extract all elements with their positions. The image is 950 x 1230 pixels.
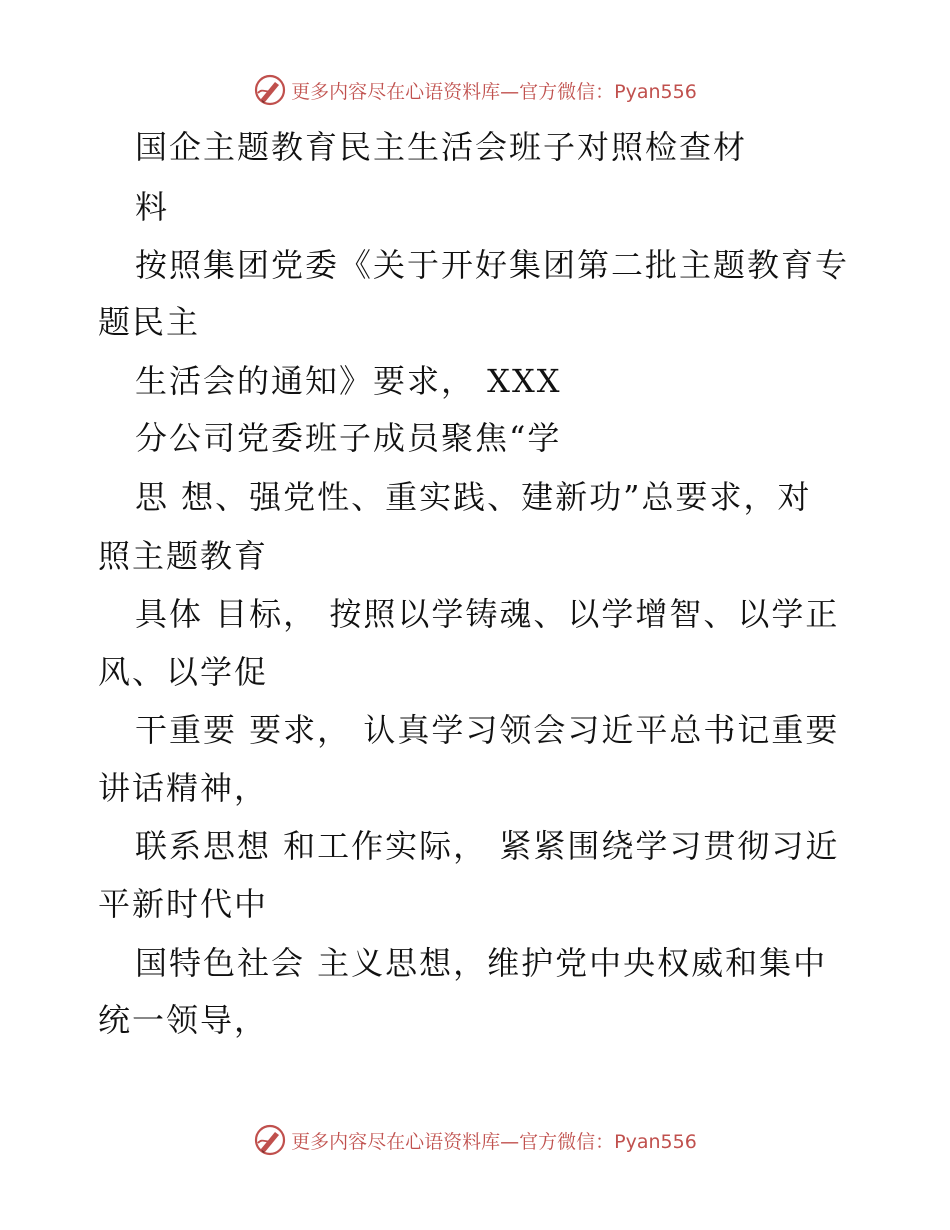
paragraph-line: 具体 目标， 按照以学铸魂、以学增智、以学正 [135, 595, 840, 633]
paragraph-line: 思 想、强党性、重实践、建新功”总要求，对 [135, 478, 812, 516]
paragraph-line: 平新时代中 [98, 885, 269, 923]
pen-logo-icon [253, 73, 287, 107]
paragraph-line: 生活会的通知》要求， XXX [135, 362, 562, 400]
document-title-line-1: 国企主题教育民主生活会班子对照检查材 [135, 128, 748, 166]
pen-logo-icon [253, 1123, 287, 1157]
paragraph-line: 按照集团党委《关于开好集团第二批主题教育专 [135, 246, 850, 284]
watermark-footer [0, 1123, 950, 1157]
document-title-line-2: 料 [135, 188, 170, 226]
watermark-header [0, 73, 950, 107]
paragraph-line: 干重要 要求， 认真学习领会习近平总书记重要 [135, 711, 840, 749]
watermark-text: 更多内容尽在心语资料库—官方微信：Pyan556 [291, 80, 697, 103]
paragraph-line: 照主题教育 [98, 537, 269, 575]
paragraph-line: 风、以学促 [98, 653, 269, 691]
paragraph-line: 讲话精神， [98, 769, 269, 807]
paragraph-line: 统一领导， [98, 1001, 269, 1039]
watermark-text: 更多内容尽在心语资料库—官方微信：Pyan556 [291, 1130, 697, 1153]
paragraph-line: 联系思想 和工作实际， 紧紧围绕学习贯彻习近 [135, 827, 840, 865]
paragraph-line: 分公司党委班子成员聚焦“学 [135, 419, 562, 457]
paragraph-line: 题民主 [98, 303, 201, 341]
paragraph-line: 国特色社会 主义思想，维护党中央权威和集中 [135, 944, 828, 982]
